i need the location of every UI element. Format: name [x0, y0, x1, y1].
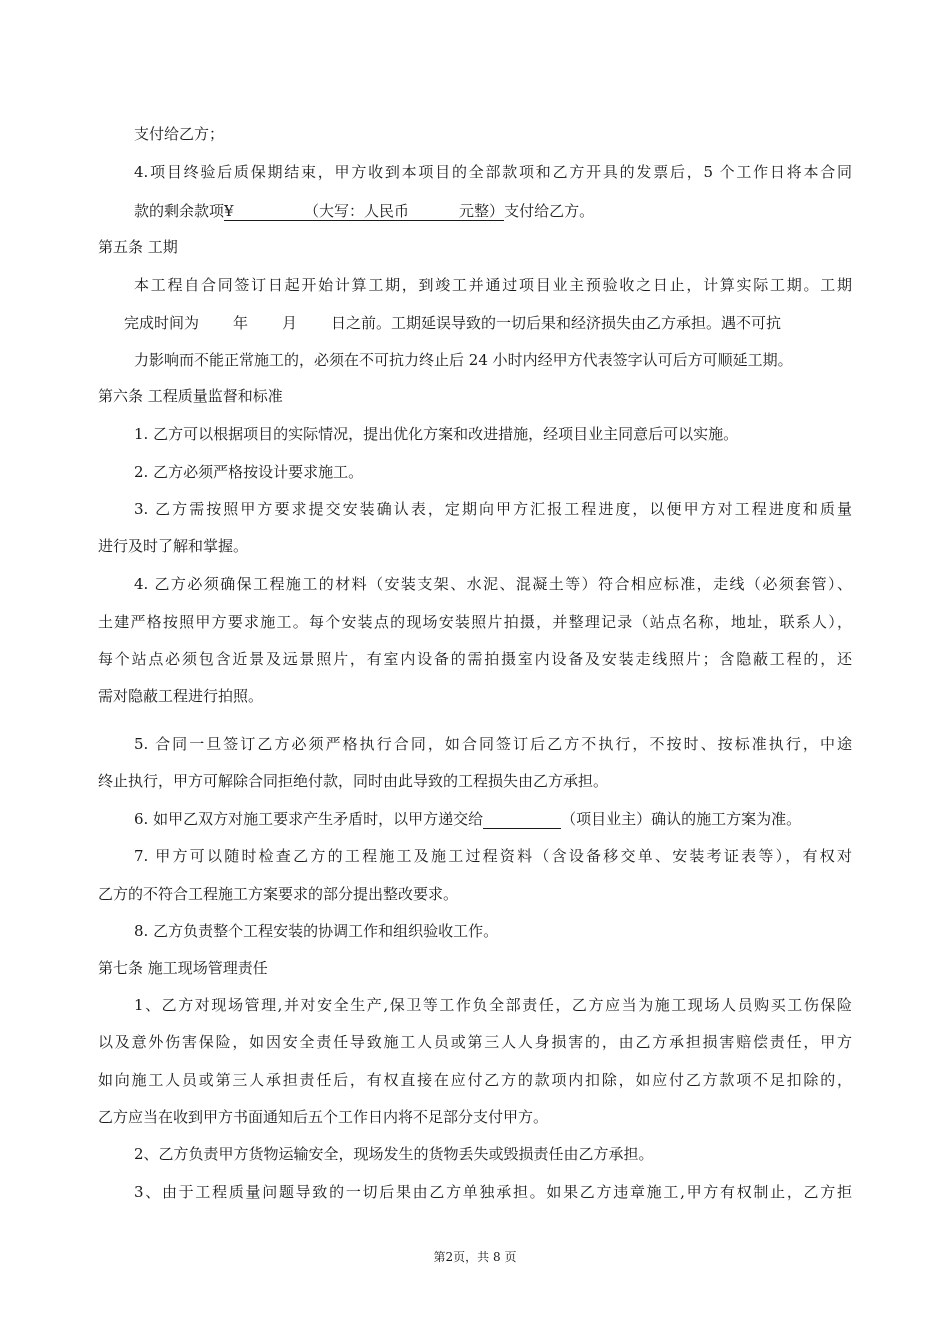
section5-line2	[124, 313, 781, 333]
sec7-item1-line2: 以及意外伤害保险，如因安全责任导致施工人员或第三人人身损害的，由乙方承担损害赔偿责任，甲方	[98, 1033, 852, 1051]
sec5-month: 月	[282, 314, 298, 332]
sec7-item1-line3: 如向施工人员或第三人承担责任后，有权直接在应付乙方的款项内扣除，如应付乙方款项不足扣除的，	[98, 1071, 852, 1089]
section5-line1: 本工程自合同签订日起开始计算工期，到竣工并通过项目业主预验收之日止，计算实际工期。工期	[134, 276, 852, 294]
sec7-item1-line1: 1、乙方对现场管理,并对安全生产,保卫等工作负全部责任，乙方应当为施工现场人员购买工伤保险	[134, 996, 852, 1014]
sec6-item3-line1: 3. 乙方需按照甲方要求提交安装确认表，定期向甲方汇报工程进度，以便甲方对工程进度和质量	[134, 500, 852, 518]
sec7-item1-line4: 乙方应当在收到甲方书面通知后五个工作日内将不足部分支付甲方。	[98, 1108, 549, 1126]
sec6-item6	[134, 809, 801, 829]
sec6-item3-line2: 进行及时了解和掌握。	[98, 537, 249, 555]
sec6-item7-line2: 乙方的不符合工程施工方案要求的部分提出整改要求。	[98, 885, 459, 903]
sec7-item2: 2、乙方负责甲方货物运输安全，现场发生的货物丢失或毁损责任由乙方承担。	[134, 1145, 654, 1163]
sec6-item5-line1: 5. 合同一旦签订乙方必须严格执行合同，如合同签订后乙方不执行，不按时、按标准执行，中途	[134, 735, 852, 753]
item4-text-e: 支付给乙方。	[504, 202, 595, 220]
sec6-item8: 8. 乙方负责整个工程安装的协调工作和组织验收工作。	[134, 922, 499, 940]
sec6-item5-line2: 终止执行，甲方可解除合同拒绝付款，同时由此导致的工程损失由乙方承担。	[98, 772, 609, 790]
sec6-item4-line3: 每个站点必须包含近景及远景照片，有室内设备的需拍摄室内设备及安装走线照片；含隐蔽工程的，还	[98, 650, 852, 668]
item4-line1: 4.项目终验后质保期结束，甲方收到本项目的全部款项和乙方开具的发票后，5 个工作日将本合同	[134, 163, 852, 181]
project-owner-blank	[483, 810, 561, 829]
sec6-item7-line1: 7. 甲方可以随时检查乙方的工程施工及施工过程资料（含设备移交单、安装考证表等），有权对	[134, 847, 852, 865]
sec6-item4-line2: 土建严格按照甲方要求施工。每个安装点的现场安装照片拍摄，并整理记录（站点名称，地址，联系人），	[98, 613, 852, 631]
sec5-text-b: 日之前。工期延误导致的一切后果和经济损失由乙方承担。遇不可抗	[331, 314, 782, 332]
sec6-item2: 2. 乙方必须严格按设计要求施工。	[134, 463, 364, 481]
section7-title: 第七条 施工现场管理责任	[98, 959, 268, 977]
para-continuation: 支付给乙方；	[134, 125, 225, 143]
sec6-item4-line4: 需对隐蔽工程进行拍照。	[98, 687, 264, 705]
sec6-item1: 1. 乙方可以根据项目的实际情况，提出优化方案和改进措施，经项目业主同意后可以实施。	[134, 425, 739, 443]
amount-blank	[224, 202, 290, 221]
item4-text-a: 款的剩余款项	[134, 202, 225, 220]
amount-words-blank	[290, 202, 504, 221]
sec6-item4-line1: 4. 乙方必须确保工程施工的材料（安装支架、水泥、混凝土等）符合相应标准，走线（必须套管）、	[134, 575, 852, 593]
section5-title: 第五条 工期	[98, 238, 178, 256]
section5-line3: 力影响而不能正常施工的，必须在不可抗力终止后 24 小时内经甲方代表签字认可后方可顺延工期。	[134, 351, 793, 369]
section6-title: 第六条 工程质量监督和标准	[98, 387, 283, 405]
item4-text-d: 元整）	[459, 202, 505, 220]
item4-line2	[134, 201, 594, 221]
sec5-text-a: 完成时间为	[124, 314, 200, 332]
sec5-year: 年	[233, 314, 249, 332]
item4-text-b: （大写：	[304, 202, 365, 220]
sec6-item6-text-a: 6. 如甲乙双方对施工要求产生矛盾时，以甲方递交给	[134, 810, 484, 828]
yen-sign: ¥	[224, 202, 234, 220]
sec6-item6-text-b: （项目业主）确认的施工方案为准。	[561, 810, 802, 828]
page-footer: 第2页，共 8 页	[433, 1250, 517, 1264]
sec7-item3-line1: 3、由于工程质量问题导致的一切后果由乙方单独承担。如果乙方违章施工,甲方有权制止，乙方拒	[134, 1183, 852, 1201]
item4-text-c: 人民币	[364, 202, 410, 220]
